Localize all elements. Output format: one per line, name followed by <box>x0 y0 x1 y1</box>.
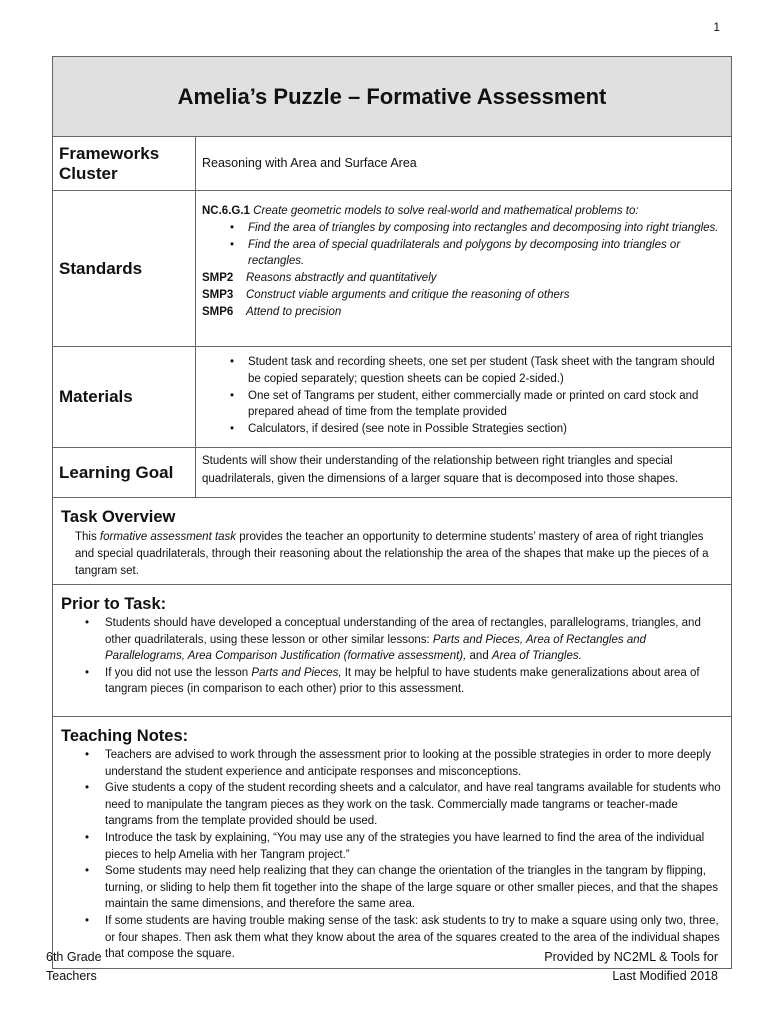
learning-goal-label: Learning Goal <box>53 448 196 497</box>
teaching-list <box>61 747 723 963</box>
standards-content <box>196 191 731 346</box>
list-item: • Find the area of triangles by composing into rectangles and decomposing into right triangles. <box>202 220 725 237</box>
teaching-heading: Teaching Notes: <box>61 727 189 745</box>
list-item: • Some students may need help realizing that they can change the orientation of the triangles in the tangram by flipping, turning, or sliding to help them fit together into the shape of the large square or other smaller pieces, and that the shapes maintain the same dimensions, and therefore the same area. <box>61 863 723 913</box>
smp-line: SMP3 Construct viable arguments and critique the reasoning of others <box>202 288 570 301</box>
standard-bullets <box>202 220 725 270</box>
standards-label: Standards <box>53 191 196 346</box>
list-item: • Introduce the task by explaining, “You may use any of the strategies you have learned to find the area of the individual pieces to help Amelia with her Tangram project.” <box>61 830 723 863</box>
list-item: • Give students a copy of the student recording sheets and a calculator, and have real tangrams available for students who need to manipulate the tangram pieces as they work on the task. Commercially made tangrams or teacher-made tangrams from the template provided should be used. <box>61 780 723 830</box>
materials-content <box>196 347 731 447</box>
list-item: • Students should have developed a conceptual understanding of the area of rectangles, parallelograms, triangles, and other quadrilaterals, using these lesson or other similar lessons: Parts and Pieces, Area of Rectangles and Parallelograms, Area Comparison Justification (formative assessment), and Area of Triangles. <box>61 615 723 665</box>
standard-text: Create geometric models to solve real-world and mathematical problems to: <box>253 205 639 217</box>
task-overview-text: This formative assessment task provides the teacher an opportunity to determine students’ mastery of area of right triangles and special quadrilaterals, through their reasoning about the relationship the area of the shapes that make up the pieces of a tangram set. <box>75 531 709 577</box>
materials-label: Materials <box>53 347 196 447</box>
materials-list <box>202 354 725 438</box>
frameworks-value: Reasoning with Area and Surface Area <box>202 156 417 171</box>
footer-left: 6th Grade Teachers <box>46 950 102 983</box>
page-number: 1 <box>713 20 720 34</box>
list-item: • Find the area of special quadrilaterals and polygons by decomposing into triangles or rectangles. <box>202 237 725 271</box>
task-overview-section <box>53 498 731 585</box>
prior-list <box>61 615 723 698</box>
list-item: • Calculators, if desired (see note in Possible Strategies section) <box>202 421 725 438</box>
smp-line: SMP6 Attend to precision <box>202 305 342 318</box>
frameworks-row <box>53 137 731 191</box>
teaching-notes-section <box>53 717 731 968</box>
list-item: • Student task and recording sheets, one set per student (Task sheet with the tangram should be copied separately; question sheets can be copied 2-sided.) <box>202 354 725 388</box>
standards-row <box>53 191 731 347</box>
prior-to-task-section <box>53 585 731 717</box>
list-item: • If you did not use the lesson Parts and Pieces, It may be helpful to have students make generalizations about area of tangram pieces (in comparison to each other) prior to this assessment. <box>61 665 723 698</box>
footer-right: Provided by NC2ML & Tools for Last Modified 2018 <box>544 950 718 983</box>
list-item: • If some students are having trouble making sense of the task: ask students to try to make a square using only two, three, or four shapes. Then ask them what they know about the area of the squares created to the area of the individual shapes that compose the square. <box>61 913 723 963</box>
learning-goal-row <box>53 448 731 498</box>
standard-main <box>202 203 725 220</box>
task-overview-heading: Task Overview <box>61 508 176 526</box>
assessment-table <box>52 56 732 969</box>
document-title: Amelia’s Puzzle – Formative Assessment <box>53 57 731 137</box>
standard-code: NC.6.G.1 <box>202 205 250 217</box>
materials-row <box>53 347 731 448</box>
list-item: • One set of Tangrams per student, either commercially made or printed on card stock and prepared ahead of time from the template provided <box>202 388 725 422</box>
list-item: • Teachers are advised to work through the assessment prior to looking at the possible strategies in order to more deeply understand the student experience and anticipate responses and misconceptions. <box>61 747 723 780</box>
frameworks-label: Frameworks Cluster <box>53 137 196 190</box>
learning-goal-text: Students will show their understanding of the relationship between right triangles and special quadrilaterals, given the dimensions of a larger square that is decomposed into those shapes. <box>202 455 679 485</box>
smp-line: SMP2 Reasons abstractly and quantitatively <box>202 272 437 285</box>
prior-heading: Prior to Task: <box>61 595 167 613</box>
